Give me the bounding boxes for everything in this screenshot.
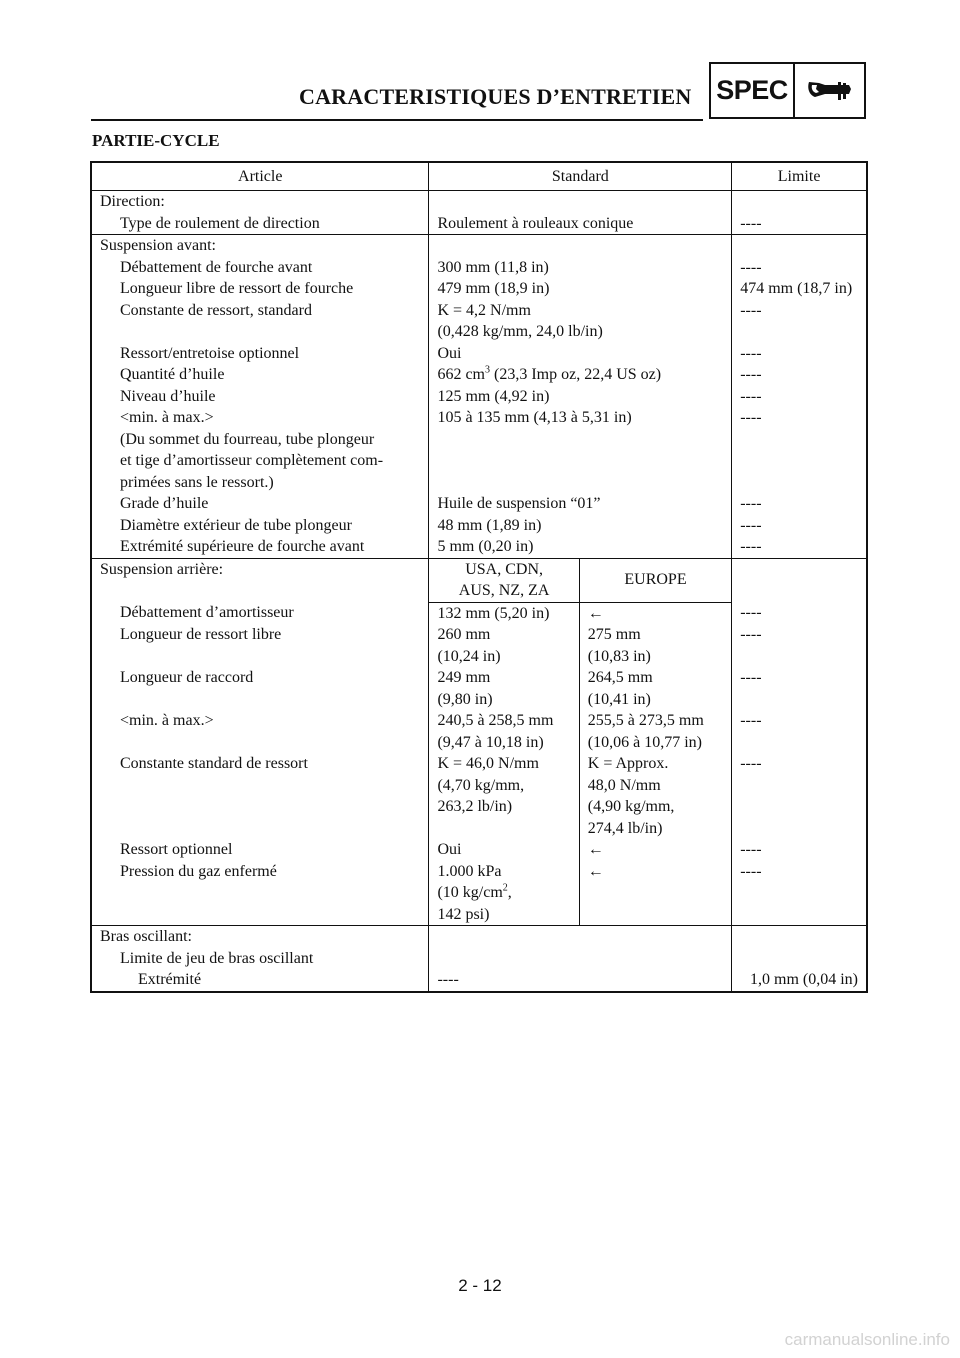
table-row (91, 235, 867, 257)
table-row (91, 710, 867, 753)
spec-badge (709, 62, 866, 119)
cell-standard-a: 240,5 à 258,5 mm (9,47 à 10,18 in) (429, 710, 579, 753)
cell-limit: ---- (732, 364, 867, 386)
cell-standard-b: ← (579, 861, 731, 926)
rear-col-header-b: EUROPE (579, 558, 731, 602)
table-row (91, 558, 867, 602)
table-row (91, 753, 867, 839)
cell-article: Ressort/entretoise optionnel (91, 343, 429, 365)
cell-limit: ---- (732, 407, 867, 493)
cell-article: <min. à max.> (Du sommet du fourreau, tube plongeur et tige d’amortisseur complètement com- primées sans le ressort.) (91, 407, 429, 493)
table-row (91, 602, 867, 624)
table-row (91, 926, 867, 948)
wrench-icon (795, 64, 864, 117)
table-row (91, 343, 867, 365)
cell-article: Débattement de fourche avant (91, 257, 429, 279)
cell-standard-a: 249 mm (9,80 in) (429, 667, 579, 710)
cell-standard-b: K = Approx. 48,0 N/mm (4,90 kg/mm, 274,4 lb/in) (579, 753, 731, 839)
cell-limit: ---- (732, 536, 867, 558)
cell-limit: ---- (732, 839, 867, 861)
cell-article: Extrémité (91, 969, 429, 992)
table-row (91, 624, 867, 667)
cell-article: Constante de ressort, standard (91, 300, 429, 343)
group-title-swingarm: Bras oscillant: (91, 926, 429, 948)
spec-table (90, 161, 868, 993)
cell-standard: ---- (429, 969, 732, 992)
group-title-direction: Direction: (91, 191, 429, 213)
table-row (91, 191, 867, 213)
cell-standard-a: 260 mm (10,24 in) (429, 624, 579, 667)
cell-limit: ---- (732, 624, 867, 667)
cell-article: Débattement d’amortisseur (91, 602, 429, 624)
cell-standard: Roulement à rouleaux conique (429, 213, 732, 235)
watermark: carmanualsonline.info (784, 1330, 950, 1349)
group-title-rear: Suspension arrière: (91, 558, 429, 602)
cell-article: Longueur de ressort libre (91, 624, 429, 667)
table-row (91, 300, 867, 343)
cell-standard: 48 mm (1,89 in) (429, 515, 732, 537)
cell-standard-b: 255,5 à 273,5 mm (10,06 à 10,77 in) (579, 710, 731, 753)
cell-standard-a: Oui (429, 839, 579, 861)
table-row (91, 969, 867, 992)
cell-limit: ---- (732, 257, 867, 279)
page-number: 2 - 12 (458, 1276, 502, 1295)
table-row (91, 257, 867, 279)
cell-article: Extrémité supérieure de fourche avant (91, 536, 429, 558)
cell-limit: ---- (732, 753, 867, 839)
group-title-front: Suspension avant: (91, 235, 429, 257)
table-row (91, 861, 867, 926)
cell-limit: ---- (732, 343, 867, 365)
table-row (91, 213, 867, 235)
cell-article: <min. à max.> (91, 710, 429, 753)
cell-article: Constante standard de ressort (91, 753, 429, 839)
cell-limit: ---- (732, 386, 867, 408)
col-header-limit: Limite (732, 162, 867, 191)
cell-limit: ---- (732, 667, 867, 710)
cell-article: Ressort optionnel (91, 839, 429, 861)
page-header-title: CARACTERISTIQUES D’ENTRETIEN (299, 84, 692, 109)
table-row (91, 407, 867, 493)
section-title: PARTIE-CYCLE (92, 131, 220, 150)
cell-standard: Huile de suspension “01” (429, 493, 732, 515)
cell-standard-b: 275 mm (10,83 in) (579, 624, 731, 667)
cell-limit: ---- (732, 861, 867, 926)
rear-col-header-a: USA, CDN, AUS, NZ, ZA (429, 558, 579, 602)
cell-limit: 1,0 mm (0,04 in) (732, 969, 867, 992)
cell-standard: 300 mm (11,8 in) (429, 257, 732, 279)
cell-standard: 125 mm (4,92 in) (429, 386, 732, 408)
header-rule (91, 119, 703, 121)
cell-limit: ---- (732, 300, 867, 343)
table-row (91, 386, 867, 408)
cell-limit: 474 mm (18,7 in) (732, 278, 867, 300)
col-header-standard: Standard (429, 162, 732, 191)
cell-article: Pression du gaz enfermé (91, 861, 429, 926)
table-row (91, 839, 867, 861)
cell-standard-a: K = 46,0 N/mm (4,70 kg/mm, 263,2 lb/in) (429, 753, 579, 839)
spec-badge-label: SPEC (711, 64, 795, 117)
table-header-row (91, 162, 867, 191)
cell-standard: 662 $cm^3$ (23,3 Imp oz, 22,4 US oz) (429, 364, 732, 386)
cell-article: Longueur de raccord (91, 667, 429, 710)
cell-standard-a: 132 mm (5,20 in) (429, 602, 579, 624)
cell-standard: 105 à 135 mm (4,13 à 5,31 in) (429, 407, 732, 493)
table-row (91, 667, 867, 710)
cell-article: Longueur libre de ressort de fourche (91, 278, 429, 300)
table-row (91, 493, 867, 515)
cell-limit: ---- (732, 602, 867, 624)
cell-standard: Oui (429, 343, 732, 365)
cell-limit: ---- (732, 710, 867, 753)
cell-standard-a: 1.000 kPa (10 $kg/cm^2$, 142 psi) (429, 861, 579, 926)
table-row (91, 515, 867, 537)
cell-article: Limite de jeu de bras oscillant (91, 948, 429, 970)
table-row (91, 278, 867, 300)
cell-article: Diamètre extérieur de tube plongeur (91, 515, 429, 537)
cell-article: Quantité d’huile (91, 364, 429, 386)
cell-limit: ---- (732, 493, 867, 515)
cell-standard: K = 4,2 N/mm (0,428 kg/mm, 24,0 lb/in) (429, 300, 732, 343)
cell-article: Niveau d’huile (91, 386, 429, 408)
cell-standard: 5 mm (0,20 in) (429, 536, 732, 558)
table-row (91, 364, 867, 386)
cell-standard: 479 mm (18,9 in) (429, 278, 732, 300)
cell-article: Grade d’huile (91, 493, 429, 515)
cell-limit: ---- (732, 515, 867, 537)
table-row (91, 948, 867, 970)
col-header-article: Article (91, 162, 429, 191)
cell-standard-b: ← (579, 602, 731, 624)
cell-standard-b: ← (579, 839, 731, 861)
table-row (91, 536, 867, 558)
cell-limit: ---- (732, 213, 867, 235)
cell-article: Type de roulement de direction (91, 213, 429, 235)
cell-standard-b: 264,5 mm (10,41 in) (579, 667, 731, 710)
